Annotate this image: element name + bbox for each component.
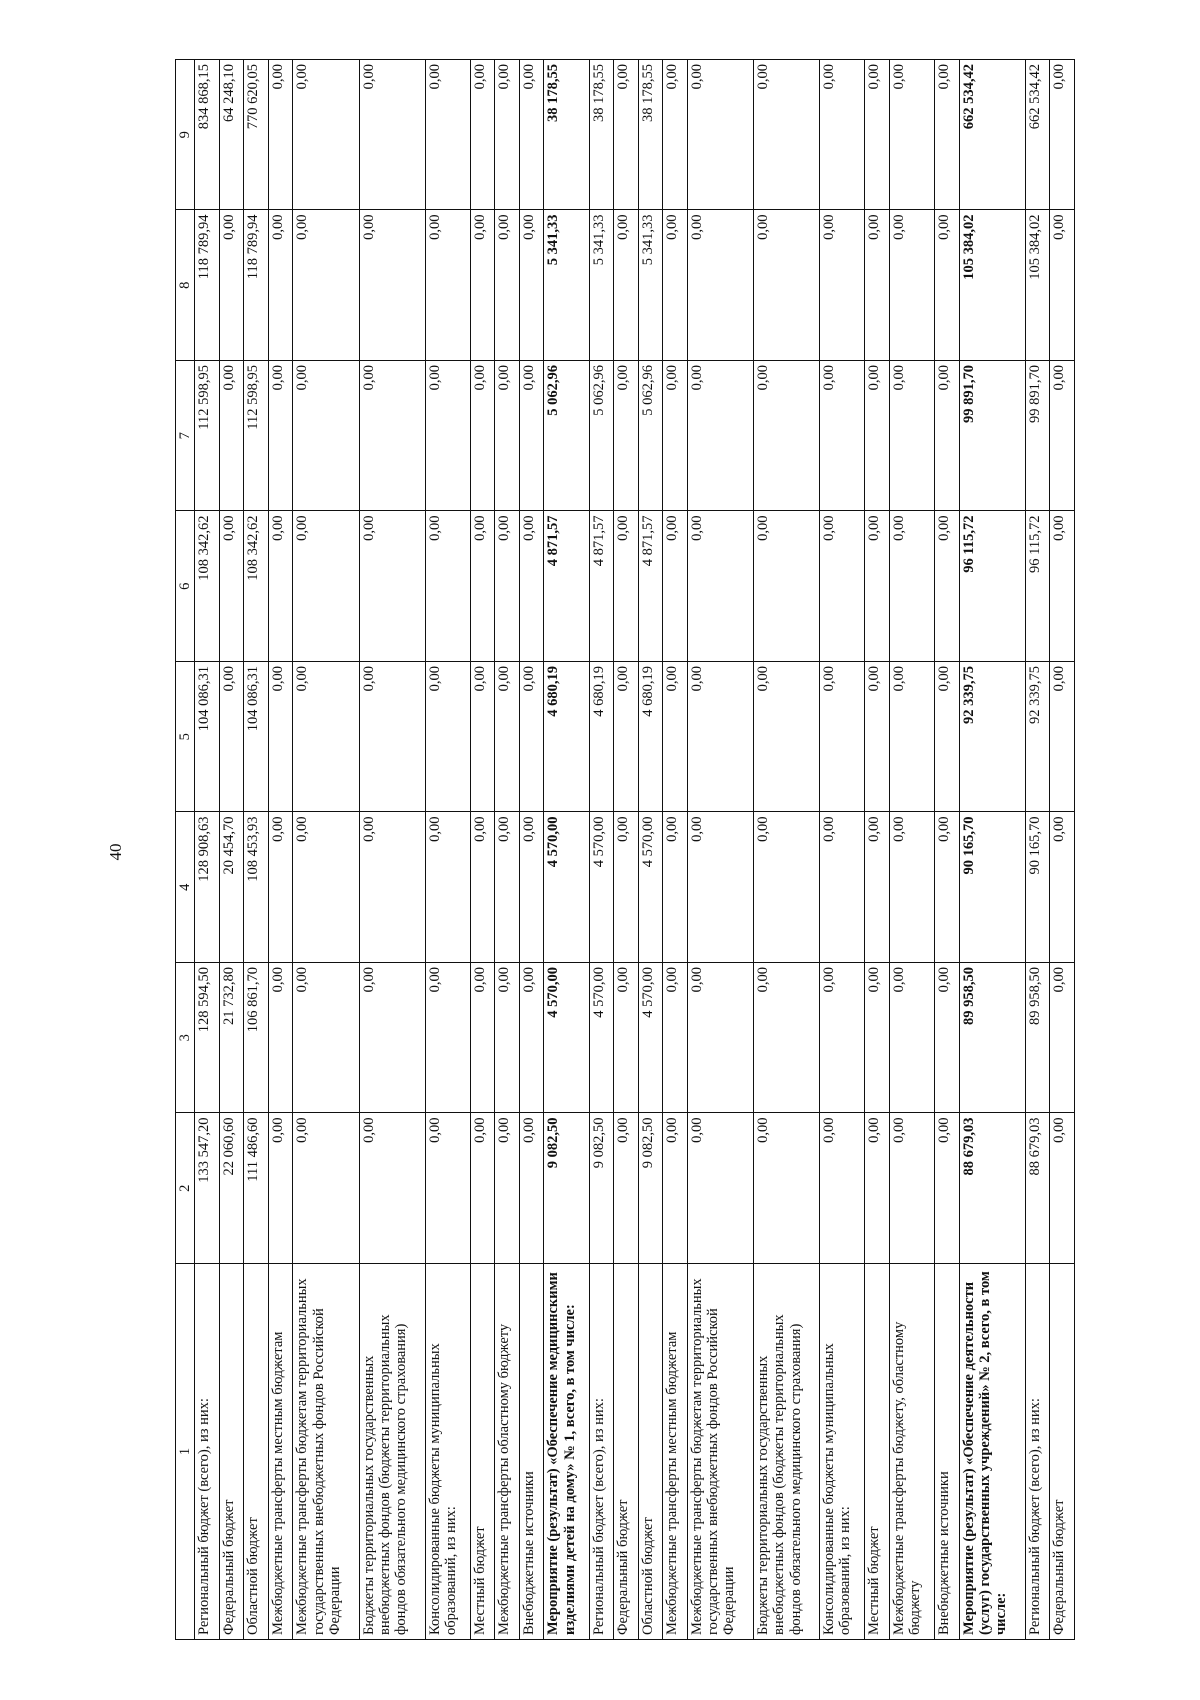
table-row bbox=[219, 60, 244, 1640]
row-label: Региональный бюджет (всего), из них: bbox=[589, 1264, 614, 1640]
table-cell-value: 0,00 bbox=[495, 511, 520, 662]
table-cell-value: 22 060,60 bbox=[219, 1113, 244, 1264]
row-label: Федеральный бюджет bbox=[1050, 1264, 1075, 1640]
table-cell-value: 0,00 bbox=[495, 210, 520, 361]
table-cell-value: 0,00 bbox=[935, 812, 960, 963]
table-cell-value: 0,00 bbox=[865, 361, 890, 512]
table-cell-value: 128 594,50 bbox=[195, 963, 220, 1114]
table-row bbox=[359, 60, 425, 1640]
column-header: 6 bbox=[176, 511, 195, 662]
table-row bbox=[1025, 60, 1050, 1640]
table-cell-value: 5 341,33 bbox=[589, 210, 614, 361]
table-cell-value: 770 620,05 bbox=[244, 60, 269, 211]
row-label: Внебюджетные источники bbox=[935, 1264, 960, 1640]
table-cell-value: 0,00 bbox=[889, 812, 934, 963]
table-cell-value: 0,00 bbox=[865, 210, 890, 361]
column-header: 1 bbox=[176, 1264, 195, 1640]
table-cell-value: 0,00 bbox=[425, 662, 470, 813]
table-cell-value: 0,00 bbox=[219, 511, 244, 662]
table-cell-value: 0,00 bbox=[754, 511, 820, 662]
table-cell-value: 4 871,57 bbox=[589, 511, 614, 662]
table-cell-value: 0,00 bbox=[519, 511, 544, 662]
table-cell-value: 0,00 bbox=[935, 963, 960, 1114]
table-cell-value: 5 062,96 bbox=[638, 361, 663, 512]
row-label: Межбюджетные трансферты бюджету, областному бюджету bbox=[889, 1264, 934, 1640]
table-cell-value: 38 178,55 bbox=[638, 60, 663, 211]
table-cell-value: 0,00 bbox=[519, 1113, 544, 1264]
table-cell-value: 0,00 bbox=[359, 812, 425, 963]
table-cell-value: 0,00 bbox=[754, 662, 820, 813]
table-cell-value: 4 871,57 bbox=[544, 511, 589, 662]
table-cell-value: 0,00 bbox=[293, 361, 359, 512]
table-cell-value: 0,00 bbox=[425, 963, 470, 1114]
table-row bbox=[663, 60, 688, 1640]
table-cell-value: 0,00 bbox=[293, 210, 359, 361]
table-cell-value: 0,00 bbox=[495, 60, 520, 211]
table-row bbox=[589, 60, 614, 1640]
table-cell-value: 0,00 bbox=[268, 511, 293, 662]
table-cell-value: 0,00 bbox=[359, 361, 425, 512]
table-cell-value: 90 165,70 bbox=[959, 812, 1025, 963]
column-header: 4 bbox=[176, 812, 195, 963]
table-cell-value: 38 178,55 bbox=[589, 60, 614, 211]
row-label: Внебюджетные источники bbox=[519, 1264, 544, 1640]
table-cell-value: 0,00 bbox=[1050, 511, 1075, 662]
table-cell-value: 0,00 bbox=[688, 963, 754, 1114]
table-cell-value: 0,00 bbox=[268, 60, 293, 211]
table-cell-value: 0,00 bbox=[820, 60, 865, 211]
row-label: Местный бюджет bbox=[470, 1264, 495, 1640]
page-number: 40 bbox=[106, 843, 125, 861]
table-cell-value: 0,00 bbox=[889, 210, 934, 361]
table-row bbox=[544, 60, 589, 1640]
table-cell-value: 0,00 bbox=[889, 511, 934, 662]
table-cell-value: 0,00 bbox=[688, 210, 754, 361]
table-cell-value: 128 908,63 bbox=[195, 812, 220, 963]
row-label: Межбюджетные трансферты бюджетам территориальных государственных внебюджетных фондов Российской Федерации bbox=[293, 1264, 359, 1640]
table-cell-value: 0,00 bbox=[889, 662, 934, 813]
table-cell-value: 0,00 bbox=[359, 511, 425, 662]
table-cell-value: 5 062,96 bbox=[589, 361, 614, 512]
table-cell-value: 4 570,00 bbox=[638, 812, 663, 963]
table-cell-value: 0,00 bbox=[820, 361, 865, 512]
table-cell-value: 0,00 bbox=[889, 1113, 934, 1264]
table-row bbox=[959, 60, 1025, 1640]
table-cell-value: 0,00 bbox=[470, 210, 495, 361]
table-cell-value: 0,00 bbox=[519, 60, 544, 211]
row-label: Местный бюджет bbox=[865, 1264, 890, 1640]
table-cell-value: 0,00 bbox=[663, 812, 688, 963]
table-cell-value: 0,00 bbox=[663, 361, 688, 512]
table-cell-value: 0,00 bbox=[268, 662, 293, 813]
row-label: Консолидированные бюджеты муниципальных образований, из них: bbox=[820, 1264, 865, 1640]
table-cell-value: 0,00 bbox=[495, 963, 520, 1114]
row-label: Межбюджетные трансферты бюджетам территориальных государственных внебюджетных фондов Российской Федерации bbox=[688, 1264, 754, 1640]
table-cell-value: 105 384,02 bbox=[1025, 210, 1050, 361]
table-cell-value: 92 339,75 bbox=[1025, 662, 1050, 813]
table-cell-value: 118 789,94 bbox=[244, 210, 269, 361]
table-cell-value: 0,00 bbox=[519, 812, 544, 963]
table-cell-value: 0,00 bbox=[820, 963, 865, 1114]
table-cell-value: 0,00 bbox=[754, 361, 820, 512]
table-cell-value: 662 534,42 bbox=[959, 60, 1025, 211]
table-cell-value: 108 342,62 bbox=[195, 511, 220, 662]
table-cell-value: 96 115,72 bbox=[959, 511, 1025, 662]
row-label: Межбюджетные трансферты местным бюджетам bbox=[663, 1264, 688, 1640]
table-cell-value: 0,00 bbox=[1050, 210, 1075, 361]
table-cell-value: 0,00 bbox=[495, 1113, 520, 1264]
table-cell-value: 20 454,70 bbox=[219, 812, 244, 963]
table-cell-value: 0,00 bbox=[359, 963, 425, 1114]
table-cell-value: 5 341,33 bbox=[544, 210, 589, 361]
table-cell-value: 0,00 bbox=[470, 963, 495, 1114]
table-cell-value: 0,00 bbox=[268, 812, 293, 963]
table-cell-value: 0,00 bbox=[935, 60, 960, 211]
table-cell-value: 0,00 bbox=[425, 511, 470, 662]
table-cell-value: 0,00 bbox=[293, 812, 359, 963]
table-cell-value: 0,00 bbox=[359, 662, 425, 813]
table-cell-value: 0,00 bbox=[663, 511, 688, 662]
table-row bbox=[1050, 60, 1075, 1640]
table-row bbox=[688, 60, 754, 1640]
table-cell-value: 0,00 bbox=[688, 1113, 754, 1264]
table-cell-value: 0,00 bbox=[1050, 60, 1075, 211]
table-cell-value: 0,00 bbox=[470, 812, 495, 963]
table-cell-value: 0,00 bbox=[614, 361, 639, 512]
table-cell-value: 0,00 bbox=[519, 361, 544, 512]
table-cell-value: 0,00 bbox=[359, 1113, 425, 1264]
table-cell-value: 834 868,15 bbox=[195, 60, 220, 211]
table-cell-value: 111 486,60 bbox=[244, 1113, 269, 1264]
table-cell-value: 0,00 bbox=[268, 963, 293, 1114]
table-cell-value: 0,00 bbox=[865, 812, 890, 963]
table-cell-value: 0,00 bbox=[865, 662, 890, 813]
table-cell-value: 0,00 bbox=[293, 60, 359, 211]
row-label: Региональный бюджет (всего), из них: bbox=[195, 1264, 220, 1640]
table-row bbox=[935, 60, 960, 1640]
table-cell-value: 0,00 bbox=[1050, 662, 1075, 813]
table-cell-value: 99 891,70 bbox=[959, 361, 1025, 512]
table-cell-value: 21 732,80 bbox=[219, 963, 244, 1114]
table-cell-value: 4 680,19 bbox=[544, 662, 589, 813]
table-cell-value: 0,00 bbox=[425, 60, 470, 211]
table-cell-value: 0,00 bbox=[268, 210, 293, 361]
table-cell-value: 133 547,20 bbox=[195, 1113, 220, 1264]
table-cell-value: 4 871,57 bbox=[638, 511, 663, 662]
table-cell-value: 5 062,96 bbox=[544, 361, 589, 512]
table-cell-value: 0,00 bbox=[889, 60, 934, 211]
row-label: Бюджеты территориальных государственных внебюджетных фондов (бюджеты территориальных фондов обязательного медицинского страхования) bbox=[754, 1264, 820, 1640]
table-row bbox=[470, 60, 495, 1640]
table-cell-value: 0,00 bbox=[688, 812, 754, 963]
table-cell-value: 0,00 bbox=[663, 1113, 688, 1264]
table-cell-value: 0,00 bbox=[470, 662, 495, 813]
table-cell-value: 662 534,42 bbox=[1025, 60, 1050, 211]
table-cell-value: 4 570,00 bbox=[638, 963, 663, 1114]
table-cell-value: 0,00 bbox=[754, 1113, 820, 1264]
table-cell-value: 0,00 bbox=[495, 812, 520, 963]
row-label: Бюджеты территориальных государственных внебюджетных фондов (бюджеты территориальных фондов обязательного медицинского страхования) bbox=[359, 1264, 425, 1640]
table-cell-value: 0,00 bbox=[820, 812, 865, 963]
table-cell-value: 0,00 bbox=[754, 963, 820, 1114]
column-header: 8 bbox=[176, 210, 195, 361]
table-cell-value: 4 570,00 bbox=[544, 963, 589, 1114]
table-cell-value: 0,00 bbox=[754, 210, 820, 361]
table-cell-value: 0,00 bbox=[268, 1113, 293, 1264]
table-cell-value: 0,00 bbox=[1050, 812, 1075, 963]
table-cell-value: 0,00 bbox=[935, 1113, 960, 1264]
table-cell-value: 108 453,93 bbox=[244, 812, 269, 963]
table-cell-value: 0,00 bbox=[935, 361, 960, 512]
table-cell-value: 0,00 bbox=[688, 60, 754, 211]
table-cell-value: 88 679,03 bbox=[1025, 1113, 1050, 1264]
table-cell-value: 88 679,03 bbox=[959, 1113, 1025, 1264]
table-cell-value: 4 680,19 bbox=[638, 662, 663, 813]
column-header: 7 bbox=[176, 361, 195, 512]
table-cell-value: 0,00 bbox=[219, 210, 244, 361]
table-cell-value: 0,00 bbox=[935, 210, 960, 361]
table-cell-value: 4 570,00 bbox=[589, 963, 614, 1114]
table-cell-value: 0,00 bbox=[495, 662, 520, 813]
table-cell-value: 0,00 bbox=[889, 361, 934, 512]
table-cell-value: 64 248,10 bbox=[219, 60, 244, 211]
row-label: Консолидированные бюджеты муниципальных образований, из них: bbox=[425, 1264, 470, 1640]
table-cell-value: 0,00 bbox=[820, 210, 865, 361]
table-cell-value: 0,00 bbox=[614, 511, 639, 662]
table-cell-value: 118 789,94 bbox=[195, 210, 220, 361]
table-cell-value: 0,00 bbox=[614, 963, 639, 1114]
table-cell-value: 0,00 bbox=[425, 210, 470, 361]
table-row bbox=[614, 60, 639, 1640]
table-cell-value: 99 891,70 bbox=[1025, 361, 1050, 512]
table-cell-value: 5 341,33 bbox=[638, 210, 663, 361]
table-row bbox=[865, 60, 890, 1640]
table-cell-value: 0,00 bbox=[614, 60, 639, 211]
table-row bbox=[638, 60, 663, 1640]
row-label: Межбюджетные трансферты местным бюджетам bbox=[268, 1264, 293, 1640]
table-cell-value: 0,00 bbox=[470, 511, 495, 662]
column-header: 2 bbox=[176, 1113, 195, 1264]
table-cell-value: 0,00 bbox=[359, 60, 425, 211]
table-row bbox=[425, 60, 470, 1640]
row-label: Федеральный бюджет bbox=[219, 1264, 244, 1640]
table-cell-value: 0,00 bbox=[268, 361, 293, 512]
table-cell-value: 0,00 bbox=[614, 210, 639, 361]
table-cell-value: 0,00 bbox=[219, 662, 244, 813]
table-row bbox=[293, 60, 359, 1640]
column-header: 5 bbox=[176, 662, 195, 813]
table-cell-value: 92 339,75 bbox=[959, 662, 1025, 813]
table-cell-value: 0,00 bbox=[519, 662, 544, 813]
table-cell-value: 0,00 bbox=[688, 361, 754, 512]
table-cell-value: 0,00 bbox=[470, 1113, 495, 1264]
table-cell-value: 9 082,50 bbox=[544, 1113, 589, 1264]
table-cell-value: 0,00 bbox=[820, 511, 865, 662]
table-cell-value: 0,00 bbox=[688, 511, 754, 662]
row-label: Федеральный бюджет bbox=[614, 1264, 639, 1640]
table-cell-value: 0,00 bbox=[820, 662, 865, 813]
table-cell-value: 0,00 bbox=[754, 60, 820, 211]
table-cell-value: 0,00 bbox=[889, 963, 934, 1114]
table-cell-value: 112 598,95 bbox=[244, 361, 269, 512]
table-cell-value: 0,00 bbox=[1050, 361, 1075, 512]
table-cell-value: 89 958,50 bbox=[1025, 963, 1050, 1114]
row-label: Межбюджетные трансферты областному бюджету bbox=[495, 1264, 520, 1640]
header-row bbox=[176, 60, 195, 1640]
row-label: Областной бюджет bbox=[638, 1264, 663, 1640]
table-cell-value: 105 384,02 bbox=[959, 210, 1025, 361]
budget-table bbox=[175, 59, 1075, 1640]
table-cell-value: 0,00 bbox=[663, 963, 688, 1114]
table-cell-value: 0,00 bbox=[519, 963, 544, 1114]
table-cell-value: 89 958,50 bbox=[959, 963, 1025, 1114]
table-cell-value: 4 570,00 bbox=[544, 812, 589, 963]
table-cell-value: 0,00 bbox=[614, 662, 639, 813]
table-cell-value: 0,00 bbox=[820, 1113, 865, 1264]
table-cell-value: 0,00 bbox=[935, 662, 960, 813]
table-cell-value: 0,00 bbox=[614, 812, 639, 963]
table-cell-value: 0,00 bbox=[425, 1113, 470, 1264]
table-cell-value: 0,00 bbox=[1050, 963, 1075, 1114]
table-cell-value: 106 861,70 bbox=[244, 963, 269, 1114]
table-row bbox=[889, 60, 934, 1640]
table-cell-value: 0,00 bbox=[935, 511, 960, 662]
table-cell-value: 0,00 bbox=[865, 963, 890, 1114]
table-cell-value: 0,00 bbox=[470, 60, 495, 211]
table-row bbox=[754, 60, 820, 1640]
table-cell-value: 0,00 bbox=[293, 1113, 359, 1264]
table-cell-value: 0,00 bbox=[470, 361, 495, 512]
table-cell-value: 0,00 bbox=[663, 662, 688, 813]
table-cell-value: 112 598,95 bbox=[195, 361, 220, 512]
table-body bbox=[195, 60, 1075, 1640]
table-cell-value: 0,00 bbox=[688, 662, 754, 813]
table-cell-value: 0,00 bbox=[754, 812, 820, 963]
rotated-table-container bbox=[175, 60, 1075, 1640]
table-row bbox=[244, 60, 269, 1640]
table-cell-value: 108 342,62 bbox=[244, 511, 269, 662]
table-cell-value: 0,00 bbox=[495, 361, 520, 512]
table-row bbox=[820, 60, 865, 1640]
table-cell-value: 0,00 bbox=[663, 210, 688, 361]
table-cell-value: 4 570,00 bbox=[589, 812, 614, 963]
table-cell-value: 0,00 bbox=[865, 60, 890, 211]
table-row bbox=[495, 60, 520, 1640]
table-cell-value: 96 115,72 bbox=[1025, 511, 1050, 662]
column-header: 3 bbox=[176, 963, 195, 1114]
table-cell-value: 0,00 bbox=[359, 210, 425, 361]
row-label: Мероприятие (результат) «Обеспечение медицинскими изделиями детей на дому» № 1, всего, в том числе: bbox=[544, 1264, 589, 1640]
table-cell-value: 0,00 bbox=[293, 662, 359, 813]
table-cell-value: 0,00 bbox=[425, 361, 470, 512]
table-cell-value: 38 178,55 bbox=[544, 60, 589, 211]
table-row bbox=[268, 60, 293, 1640]
table-cell-value: 0,00 bbox=[293, 963, 359, 1114]
table-cell-value: 104 086,31 bbox=[195, 662, 220, 813]
table-row bbox=[195, 60, 220, 1640]
table-cell-value: 4 680,19 bbox=[589, 662, 614, 813]
row-label: Мероприятие (результат) «Обеспечение деятельности (услуг) государственных учреждений» № 2, всего, в том числе: bbox=[959, 1264, 1025, 1640]
table-cell-value: 9 082,50 bbox=[589, 1113, 614, 1264]
table-cell-value: 0,00 bbox=[519, 210, 544, 361]
table-cell-value: 104 086,31 bbox=[244, 662, 269, 813]
table-cell-value: 0,00 bbox=[865, 1113, 890, 1264]
table-cell-value: 0,00 bbox=[663, 60, 688, 211]
column-header: 9 bbox=[176, 60, 195, 211]
table-cell-value: 0,00 bbox=[614, 1113, 639, 1264]
table-cell-value: 0,00 bbox=[293, 511, 359, 662]
row-label: Областной бюджет bbox=[244, 1264, 269, 1640]
table-cell-value: 90 165,70 bbox=[1025, 812, 1050, 963]
table-cell-value: 0,00 bbox=[219, 361, 244, 512]
table-cell-value: 9 082,50 bbox=[638, 1113, 663, 1264]
table-cell-value: 0,00 bbox=[425, 812, 470, 963]
row-label: Региональный бюджет (всего), из них: bbox=[1025, 1264, 1050, 1640]
table-cell-value: 0,00 bbox=[865, 511, 890, 662]
table-row bbox=[519, 60, 544, 1640]
table-cell-value: 0,00 bbox=[1050, 1113, 1075, 1264]
